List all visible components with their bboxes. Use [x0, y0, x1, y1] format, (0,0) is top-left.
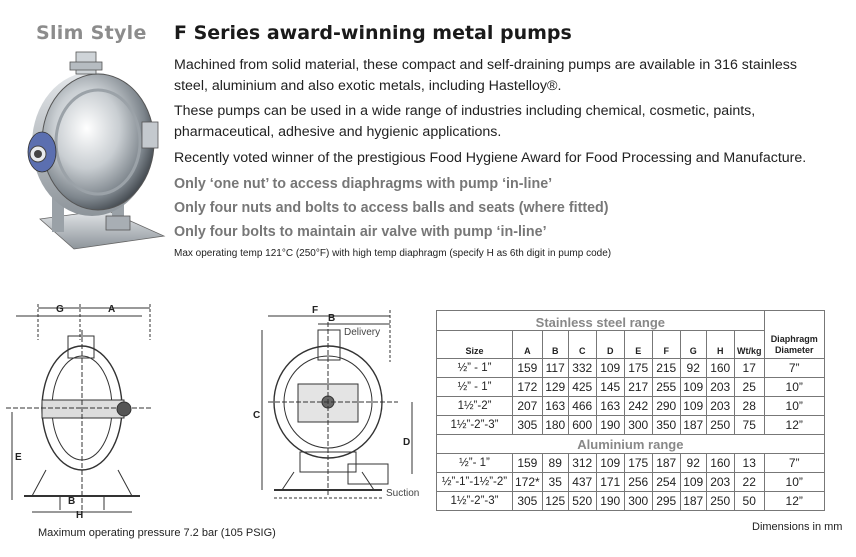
- side-view-drawing: [248, 302, 438, 502]
- table-cell: 160: [706, 454, 734, 473]
- table-cell: 172: [513, 378, 543, 397]
- stainless-row: [437, 359, 825, 378]
- table-cell: 12”: [764, 416, 824, 435]
- table-cell: 7”: [764, 454, 824, 473]
- table-cell: 1½”-2”-3”: [437, 416, 513, 435]
- table-cell: 425: [568, 378, 596, 397]
- table-cell: 163: [596, 397, 624, 416]
- stainless-row: [437, 397, 825, 416]
- table-cell: 92: [680, 359, 706, 378]
- table-cell: 125: [542, 492, 568, 511]
- table-cell: 215: [652, 359, 680, 378]
- table-cell: 187: [680, 492, 706, 511]
- dim-label-g: G: [56, 304, 64, 315]
- table-cell: 466: [568, 397, 596, 416]
- table-cell: 180: [542, 416, 568, 435]
- header-g: G: [680, 331, 706, 359]
- table-cell: 175: [624, 359, 652, 378]
- aluminium-range-title: Aluminium range: [437, 435, 825, 454]
- table-cell: 300: [624, 492, 652, 511]
- table-cell: 117: [542, 359, 568, 378]
- header-weight: Wt/kg: [734, 331, 764, 359]
- table-cell: 129: [542, 378, 568, 397]
- table-cell: 160: [706, 359, 734, 378]
- table-cell: 109: [680, 397, 706, 416]
- table-cell: 250: [706, 416, 734, 435]
- table-cell: 109: [680, 473, 706, 492]
- pump-photo: [14, 44, 172, 256]
- feature-four-bolts: Only four bolts to maintain air valve with pump ‘in-line’: [174, 224, 547, 240]
- table-cell: 89: [542, 454, 568, 473]
- feature-four-nuts: Only four nuts and bolts to access balls and seats (where fitted): [174, 200, 609, 216]
- table-cell: 7”: [764, 359, 824, 378]
- aluminium-row: [437, 473, 825, 492]
- table-cell: ½”-1”-1½”-2”: [437, 473, 513, 492]
- dim-label-b-side: B: [328, 313, 336, 324]
- front-view-drawing: [2, 300, 162, 525]
- table-cell: 217: [624, 378, 652, 397]
- table-cell: 256: [624, 473, 652, 492]
- intro-paragraph-3: Recently voted winner of the prestigious Food Hygiene Award for Food Processing and Manufacture.: [174, 150, 807, 166]
- stainless-range-title: Stainless steel range: [437, 311, 765, 331]
- table-cell: 172*: [513, 473, 543, 492]
- dim-label-h: H: [76, 510, 84, 521]
- table-cell: 12”: [764, 492, 824, 511]
- table-cell: 250: [706, 492, 734, 511]
- table-cell: 305: [513, 416, 543, 435]
- intro-paragraph-1: Machined from solid material, these compact and self-draining pumps are available in 316 stainless steel, aluminium and also exotic metals, including Hastelloy®.: [174, 57, 797, 94]
- dimensions-table: [436, 310, 825, 511]
- aluminium-row: [437, 492, 825, 511]
- table-cell: ½” - 1”: [437, 359, 513, 378]
- table-cell: 203: [706, 378, 734, 397]
- header-c: C: [568, 331, 596, 359]
- dimensions-note: Dimensions in mm: [752, 521, 843, 533]
- header-b: B: [542, 331, 568, 359]
- table-cell: 190: [596, 492, 624, 511]
- table-cell: 312: [568, 454, 596, 473]
- table-cell: 203: [706, 397, 734, 416]
- table-cell: 10”: [764, 473, 824, 492]
- table-cell: 109: [596, 454, 624, 473]
- table-cell: 207: [513, 397, 543, 416]
- aluminium-row: [437, 454, 825, 473]
- table-cell: 1½”-2”-3”: [437, 492, 513, 511]
- table-cell: 50: [734, 492, 764, 511]
- table-cell: 25: [734, 378, 764, 397]
- header-size: Size: [437, 331, 513, 359]
- table-cell: 109: [680, 378, 706, 397]
- table-cell: 10”: [764, 397, 824, 416]
- dim-label-f: F: [312, 305, 319, 316]
- intro-paragraph-2: These pumps can be used in a wide range of industries including chemical, cosmetic, paints, pharmaceutical, adhesive and hygienic applications.: [174, 103, 756, 140]
- table-cell: 163: [542, 397, 568, 416]
- table-cell: 520: [568, 492, 596, 511]
- delivery-label: Delivery: [344, 327, 381, 338]
- table-cell: 28: [734, 397, 764, 416]
- table-cell: 255: [652, 378, 680, 397]
- table-cell: 203: [706, 473, 734, 492]
- suction-label: Suction: [386, 488, 420, 499]
- table-cell: 300: [624, 416, 652, 435]
- table-cell: 22: [734, 473, 764, 492]
- feature-one-nut: Only ‘one nut’ to access diaphragms with pump ‘in-line’: [174, 176, 553, 192]
- dim-label-e: E: [15, 452, 22, 463]
- table-cell: 332: [568, 359, 596, 378]
- table-cell: 187: [652, 454, 680, 473]
- table-cell: 175: [624, 454, 652, 473]
- table-cell: 305: [513, 492, 543, 511]
- table-cell: 35: [542, 473, 568, 492]
- header-e: E: [624, 331, 652, 359]
- header-f: F: [652, 331, 680, 359]
- table-cell: 17: [734, 359, 764, 378]
- table-cell: 10”: [764, 378, 824, 397]
- header-h: H: [706, 331, 734, 359]
- table-cell: 290: [652, 397, 680, 416]
- table-cell: 92: [680, 454, 706, 473]
- dim-label-b: B: [68, 496, 76, 507]
- table-cell: 242: [624, 397, 652, 416]
- dim-label-a: A: [108, 304, 116, 315]
- max-temp-note: Max operating temp 121°C (250°F) with high temp diaphragm (specify H as 6th digit in pump code): [174, 248, 612, 259]
- table-cell: 171: [596, 473, 624, 492]
- header-d: D: [596, 331, 624, 359]
- max-pressure-note: Maximum operating pressure 7.2 bar (105 PSIG): [38, 527, 276, 539]
- table-cell: 600: [568, 416, 596, 435]
- table-cell: 13: [734, 454, 764, 473]
- table-cell: 350: [652, 416, 680, 435]
- stainless-row: [437, 416, 825, 435]
- table-cell: 190: [596, 416, 624, 435]
- table-cell: 145: [596, 378, 624, 397]
- table-cell: 1½”-2”: [437, 397, 513, 416]
- header-diaphragm: Diaphragm Diameter: [764, 311, 824, 359]
- page-title: F Series award-winning metal pumps: [174, 22, 572, 44]
- table-cell: 109: [596, 359, 624, 378]
- table-cell: 254: [652, 473, 680, 492]
- table-cell: 75: [734, 416, 764, 435]
- table-cell: 159: [513, 359, 543, 378]
- header-a: A: [513, 331, 543, 359]
- table-cell: 295: [652, 492, 680, 511]
- table-cell: 187: [680, 416, 706, 435]
- dim-label-c: C: [253, 410, 261, 421]
- table-cell: ½”- 1”: [437, 454, 513, 473]
- table-cell: 437: [568, 473, 596, 492]
- stainless-row: [437, 378, 825, 397]
- slim-style-heading: Slim Style: [36, 22, 147, 44]
- table-cell: ½” - 1”: [437, 378, 513, 397]
- table-cell: 159: [513, 454, 543, 473]
- dim-label-d: D: [403, 437, 411, 448]
